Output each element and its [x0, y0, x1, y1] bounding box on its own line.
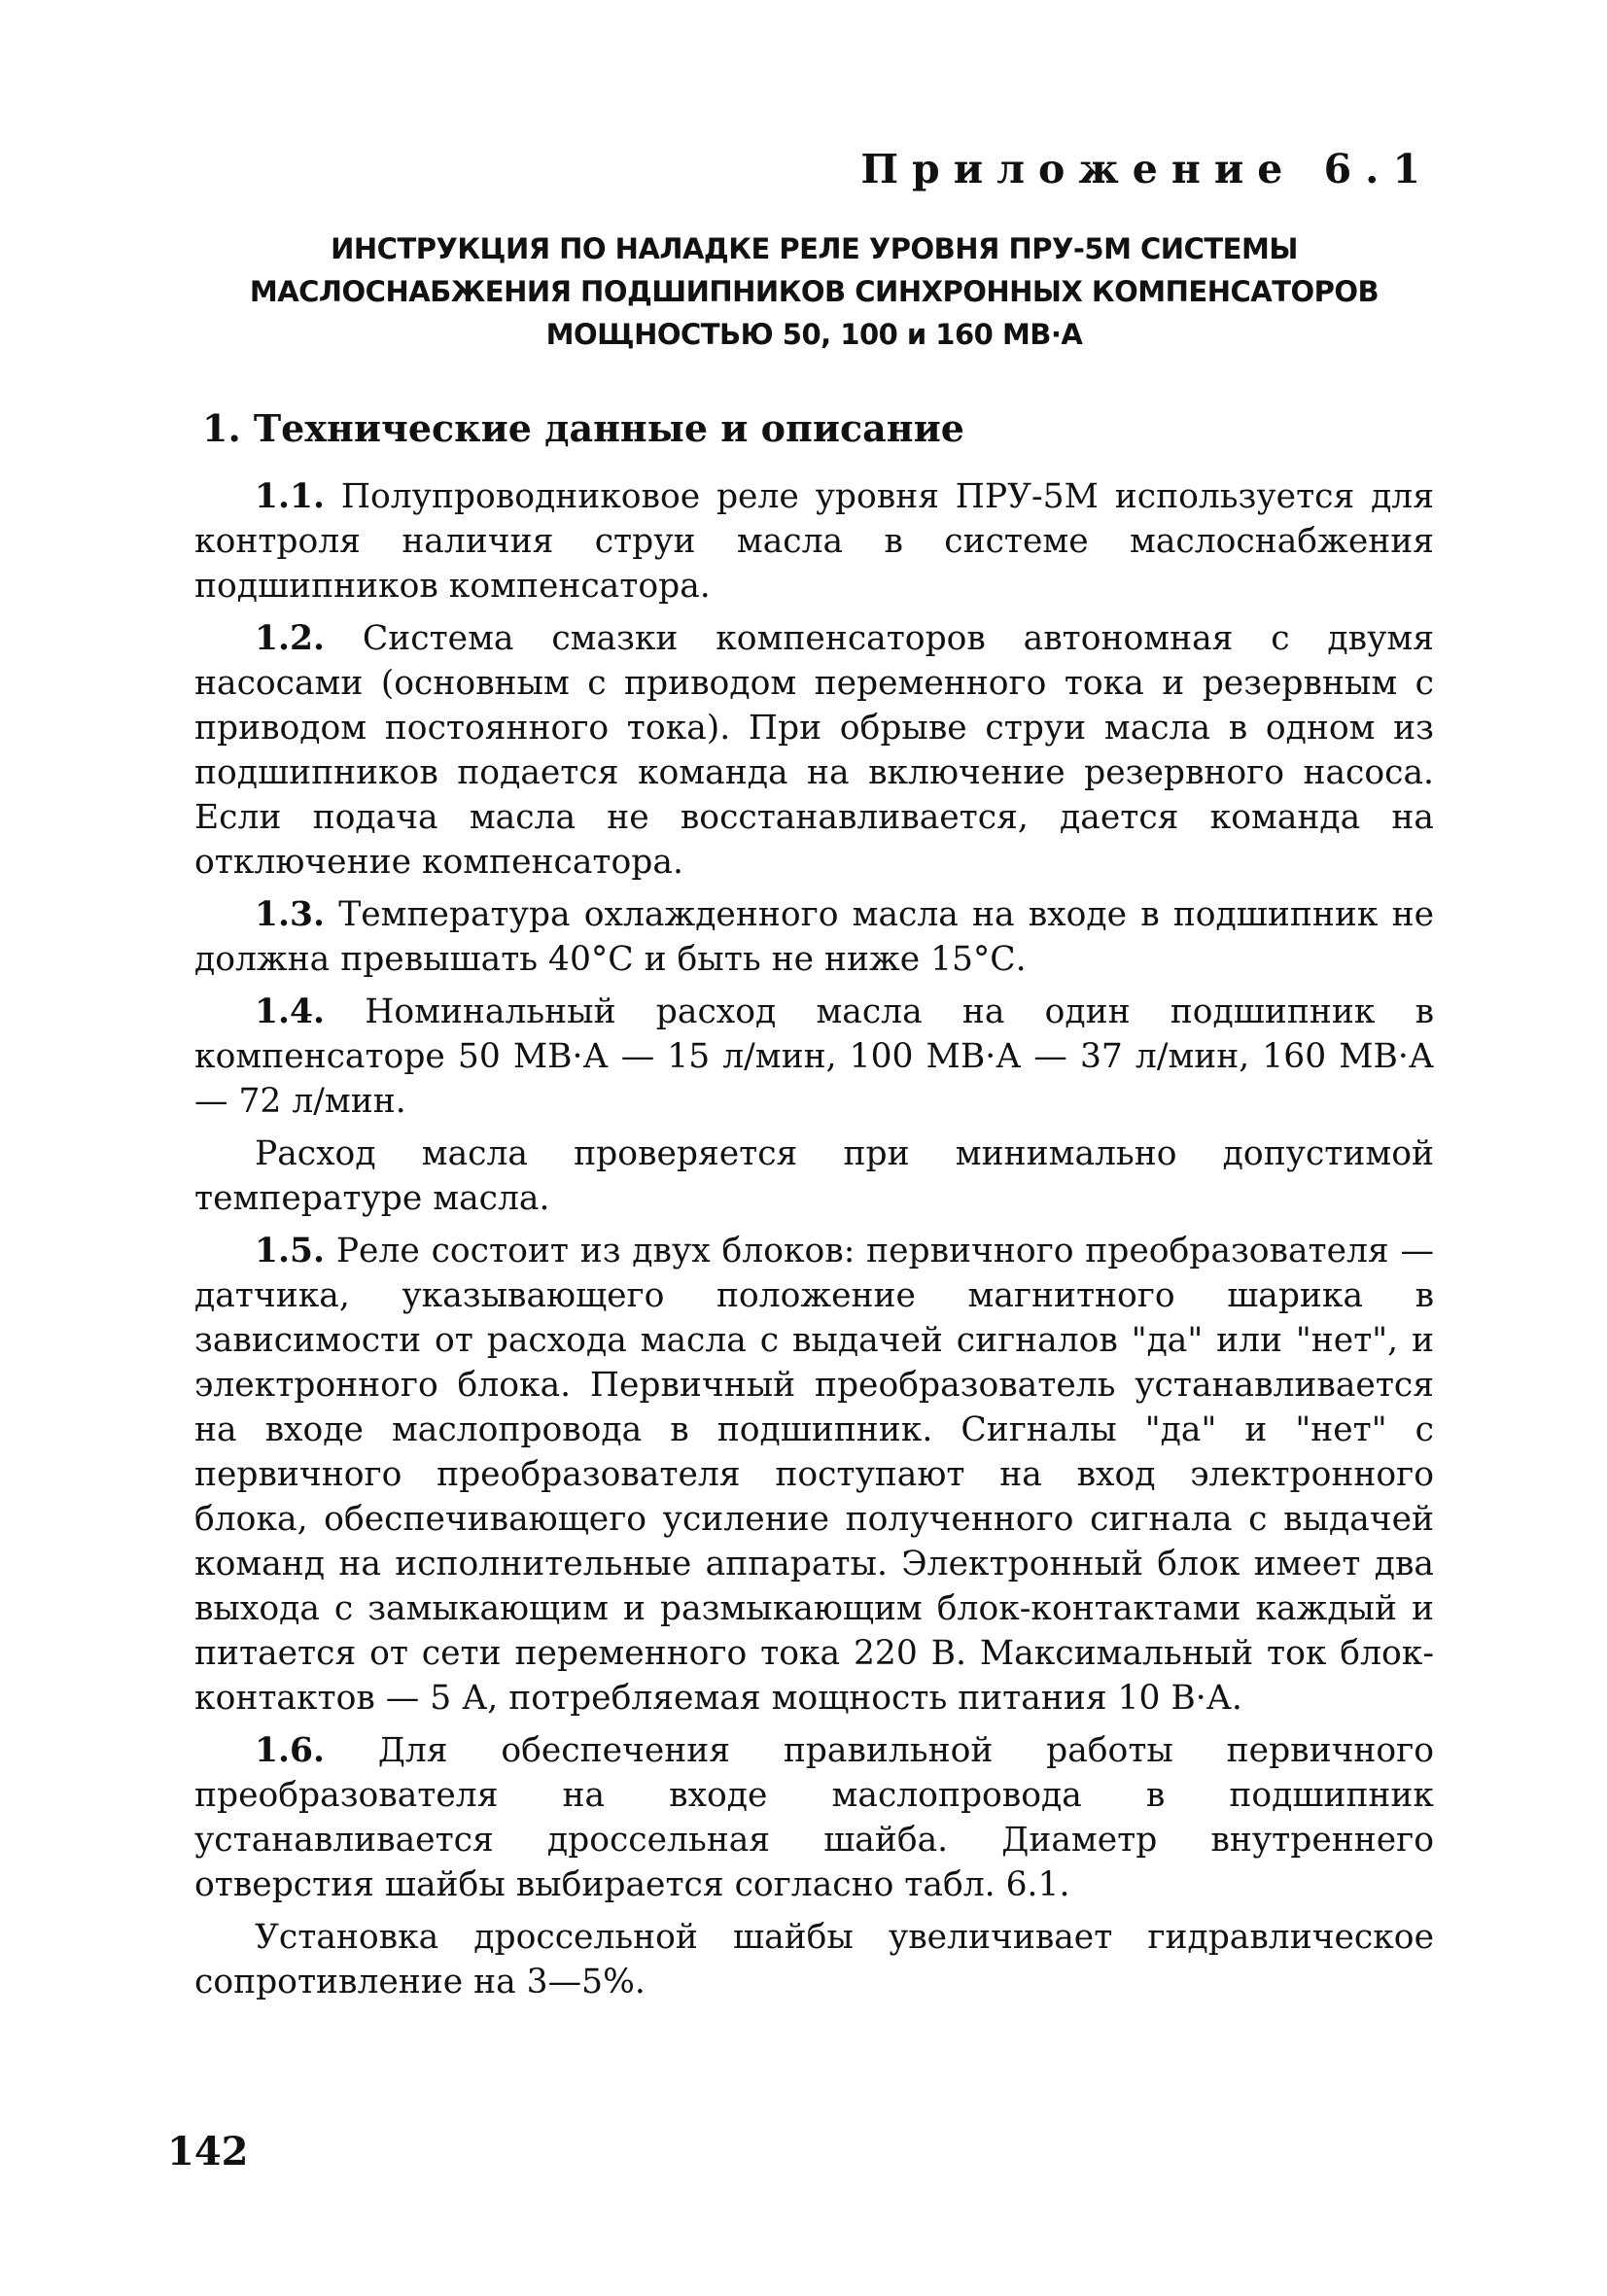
paragraph-1-4: 1.4. Номинальный расход масла на один подшипник в компенсаторе 50 МВ·А — 15 л/мин, 100 МВ·А — 37 л/мин, 160 МВ·А — 72 л/мин.	[194, 992, 1434, 1121]
appendix-label: Приложение 6.1	[860, 146, 1434, 192]
paragraph-oil-flow-check: Расход масла проверяется при минимально допустимой температуре масла.	[194, 1134, 1434, 1218]
document-page	[194, 146, 1434, 2012]
page-number: 142	[167, 2129, 249, 2174]
paragraph-1-2: 1.2. Система смазки компенсаторов автономная с двумя насосами (основным с приводом переменного тока и резервным с приводом постоянного тока). При обрыве струи масла в одном из подшипников подается команда на включение резервного насоса. Если подача масла не восстанавливается, дается команда на отключение компенсатора.	[194, 619, 1434, 882]
paragraph-1-1: 1.1. Полупроводниковое реле уровня ПРУ-5М используется для контроля наличия струи масла в системе маслоснабжения подшипников компенсатора.	[194, 477, 1434, 606]
paragraph-throttle-washer: Установка дроссельной шайбы увеличивает гидравлическое сопротивление на 3—5%.	[194, 1918, 1434, 2001]
title-line-1: ИНСТРУКЦИЯ ПО НАЛАДКЕ РЕЛЕ УРОВНЯ ПРУ-5М СИСТЕМЫ	[331, 232, 1298, 265]
paragraph-1-5: 1.5. Реле состоит из двух блоков: первичного преобразователя — датчика, указывающего положение магнитного шарика в зависимости от расхода масла с выдачей сигналов "да" или "нет", и электронного блока. Первичный преобразователь устанавливается на входе маслопровода в подшипник. Сигналы "да" и "нет" с первичного преобразователя поступают на вход электронного блока, обеспечивающего усиление полученного сигнала с выдачей команд на исполнительные аппараты. Электронный блок имеет два выхода с замыкающим и размыкающим блок-контактами каждый и питается от сети переменного тока 220 В. Максимальный ток блок-контактов — 5 А, потребляемая мощность питания 10 В·А.	[194, 1232, 1434, 1718]
paragraph-1-6: 1.6. Для обеспечения правильной работы первичного преобразователя на входе маслопровода в подшипник устанавливается дроссельная шайба. Диаметр внутреннего отверстия шайбы выбирается согласно табл. 6.1.	[194, 1731, 1434, 1904]
title-line-2: МАСЛОСНАБЖЕНИЯ ПОДШИПНИКОВ СИНХРОННЫХ КОМПЕНСАТОРОВ	[249, 275, 1380, 308]
section-heading: 1. Технические данные и описание	[202, 406, 964, 450]
paragraph-1-3: 1.3. Температура охлажденного масла на входе в подшипник не должна превышать 40°С и быть не ниже 15°С.	[194, 895, 1434, 979]
document-title	[194, 227, 1434, 356]
title-line-3: МОЩНОСТЬЮ 50, 100 и 160 МВ·А	[545, 318, 1083, 351]
